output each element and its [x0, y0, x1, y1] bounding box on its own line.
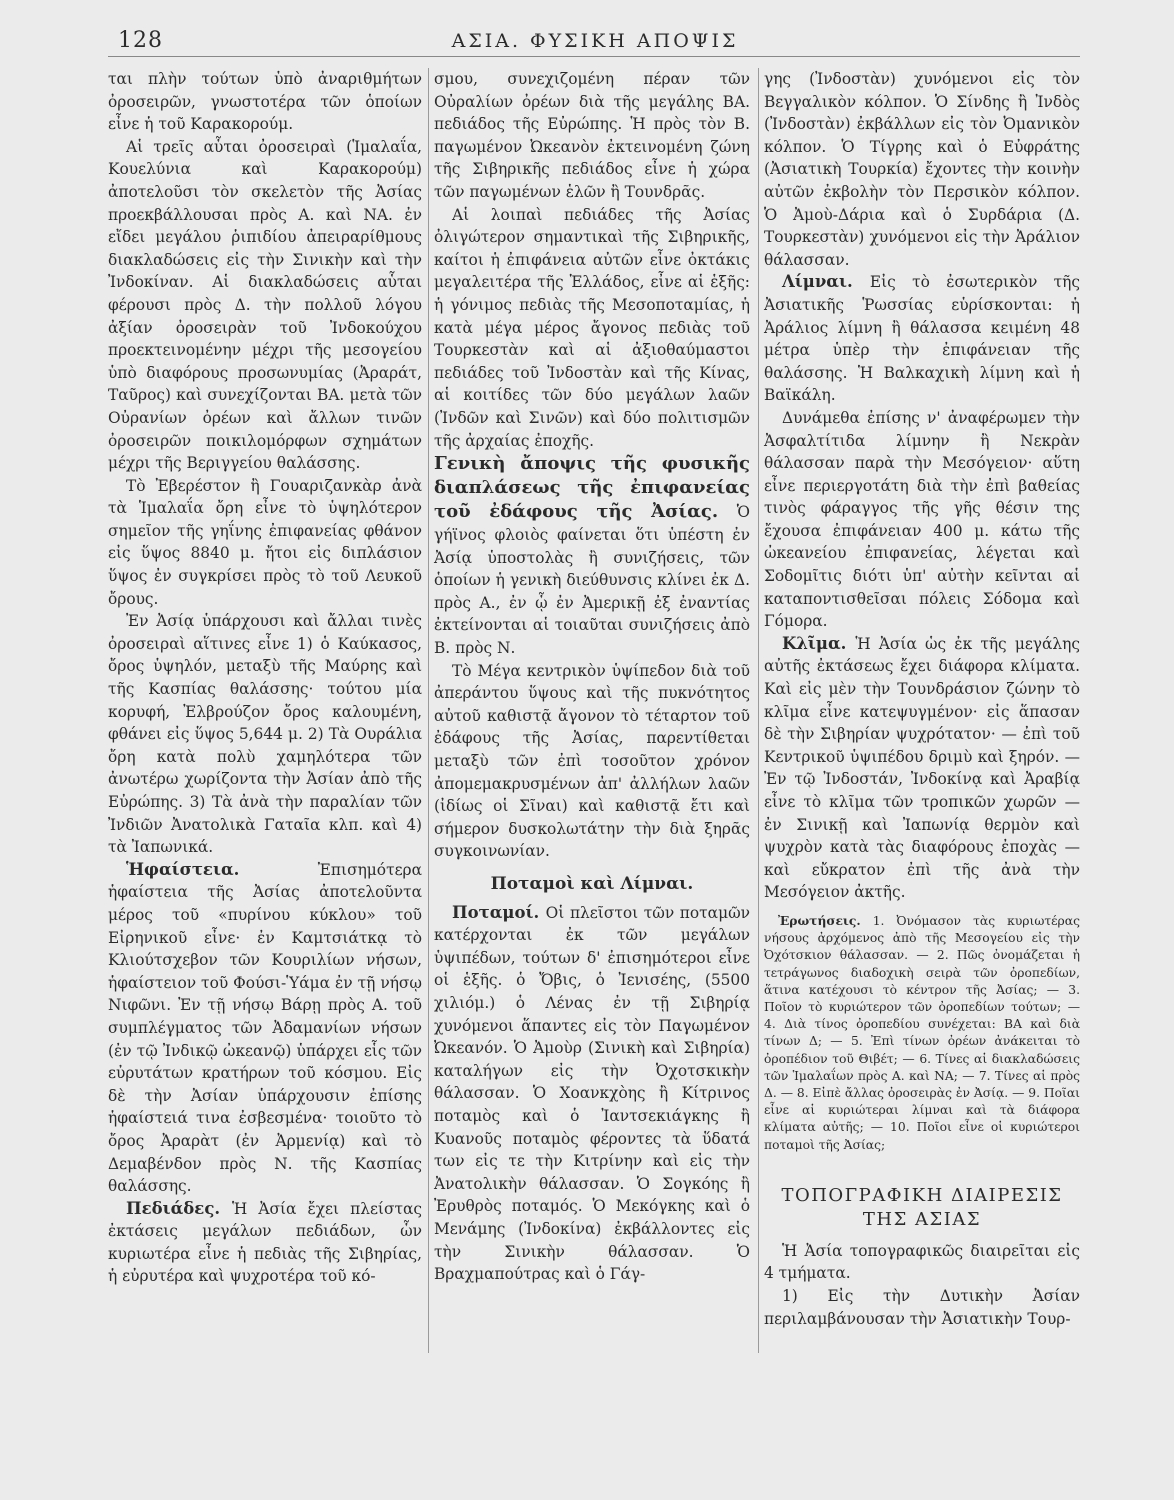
run-in-heading: Ποταμοί. — [452, 902, 546, 922]
lakes-section — [764, 271, 1080, 407]
paragraph: Δυνάμεθα ἐπίσης ν' ἀναφέρωμεν τὴν Ἀσφαλτίτιδα λίμνην ἢ Νεκρὰν θάλασσαν παρὰ τὴν Μεσόγειον· αὕτη εἶνε περιεργοτάτη διὰ τὴν ἐπὶ βαθείας τινὸς φάραγγος τῆς γῆς θέσιν της ἔχουσα ἐπιφάνειαν 400 μ. κάτω τῆς ὠκεανείου ἐπιφανείας, λέγεται καὶ Σοδομῖτις διότι ὑπ' αὐτὴν κεῖνται αἱ καταποντισθεῖσαι πόλεις Σόδομα καὶ Γόμορα. — [764, 408, 1080, 631]
paragraph-text: Ἡ Ἀσία ἔχει πλείστας ἐκτάσεις μεγάλων πεδιάδων, ὧν κυριωτέρα εἶνε ἡ πεδιὰς τῆς Σιβηρίας, ἡ εὐρυτέρα καὶ ψυχροτέρα τοῦ κό- — [108, 1199, 422, 1286]
paragraph-text: Ὁ γήϊνος φλοιὸς φαίνεται ὅτι ὑπέστη ἐν Ἀσίᾳ ὑποστολὰς ἢ συνιζήσεις, τῶν ὁποίων ἡ γενικὴ διεύθυνσις κλίνει ἐκ Δ. πρὸς Α., ἐν ᾧ ἐν Ἀμερικῇ ἐξ ἐναντίας ἐκτείνονται αἱ τοιαῦται συνιζήσεις ἀπὸ Β. πρὸς Ν. — [434, 503, 750, 658]
paragraph-text: Ἡ Ἀσία ὡς ἐκ τῆς μεγάλης αὐτῆς ἐκτάσεως ἔχει διάφορα κλίματα. Καὶ εἰς μὲν τὴν Τουνδράσιον ζώνην τὸ κλῖμα εἶνε κατεψυγμένον· εἰς ἅπασαν δὲ τὴν Σιβηρίαν ψυχρότατον· — ἐπὶ τοῦ Κεντρικοῦ ὑψιπέδου δριμὺ καὶ ξηρόν. — Ἐν τῷ Ἰνδοστάν, Ἰνδοκίνᾳ καὶ Ἀραβίᾳ εἶνε τὸ κλῖμα τῶν τροπικῶν χωρῶν — ἐν Σινικῇ καὶ Ἰαπωνίᾳ θερμὸν καὶ ψυχρὸν κατὰ τὰς διαφόρους ἐποχὰς — καὶ εὔκρατον ἐπὶ τῆς ἀνὰ τὴν Μεσόγειον ἀκτῆς. — [764, 634, 1080, 902]
topography-heading-line: ΤΗΣ ΑΣΙΑΣ — [862, 1208, 982, 1230]
left-column — [108, 68, 422, 1288]
page-number: 128 — [118, 28, 163, 53]
paragraph: Ἡ Ἀσία τοπογραφικῶς διαιρεῖται εἰς 4 τμήματα. — [764, 1241, 1080, 1283]
paragraph: 1) Εἰς τὴν Δυτικὴν Ἀσίαν περιλαμβάνουσαν τὴν Ἀσιατικὴν Τουρ- — [764, 1287, 1080, 1328]
paragraph-text: Οἱ πλεῖστοι τῶν ποταμῶν κατέρχονται ἐκ τῶν μεγάλων ὑψιπέδων, τούτων δ' ἐπισημότεροι εἶνε οἱ ἑξῆς. ὁ Ὄβις, ὁ Ἰενισέης, (5500 χιλιόμ.) ὁ Λένας ἐν τῇ Σιβηρίᾳ χυνόμενοι ἅπαντες εἰς τὸν Παγωμένον Ὠκεανόν. Ὁ Ἀμοὺρ (Σινικὴ καὶ Σιβηρία) καταλήγων εἰς τὴν Ὀχοτσκικὴν θάλασσαν. Ὁ Χοανκχὸης ἢ Κίτρινος ποταμὸς καὶ ὁ Ἰαντσεκιάγκης ἢ Κυανοῦς ποταμὸς φέροντες τὰ ὕδατά των εἰς τε τὴν Κιτρίνην καὶ εἰς τὴν Ἀνατολικὴν θάλασσαν. Ὁ Σογκόης ἢ Ἐρυθρὸς ποταμός. Ὁ Μεκόγκης καὶ ὁ Μενάμης (Ἰνδοκίνα) ἐκβάλλοντες εἰς τὴν Σινικὴν θάλασσαν. Ὁ Βραχμαπούτρας καὶ ὁ Γάγ- — [434, 903, 750, 1284]
paragraph-text: Ἐπισημότερα ἡφαίστεια τῆς Ἀσίας ἀποτελοῦντα μέρος τοῦ «πυρίνου κύκλου» τοῦ Εἰρηνικοῦ εἶνε· ἐν Καμτσιάτκᾳ τὸ Κλιούτσχεβον τῶν Κουριλίων νήσων, ἡφαίστειον τοῦ Φούσι-Ὑάμα ἐν τῇ νήσῳ Νιφῶνι. Ἐν τῇ νήσῳ Βάρῃ πρὸς Α. τοῦ συμπλέγματος τῶν Ἀδαμανίων νήσων (ἐν τῷ Ἰνδικῷ ὠκεανῷ) ὑπάρχει εἷς τῶν εὐρυτάτων κρατήρων τοῦ κόσμου. Εἰς δὲ τὴν Ἀσίαν ὑπάρχουσιν ἐπίσης ἡφαίστειά τινα ἐσβεσμένα· τοιοῦτο τὸ ὄρος Ἀραρὰτ (ἐν Ἀρμενίᾳ) καὶ τὸ Δεμαβένδον πρὸς Ν. τῆς Κασπίας θαλάσσης. — [108, 860, 422, 1196]
section-heading: Γενικὴ ἄποψις τῆς φυσικῆς διαπλάσεως τῆς ἐπιφανείας τοῦ ἐδάφους τῆς Ἀσίας. — [434, 453, 750, 523]
column-divider — [428, 68, 429, 1353]
paragraph: Αἱ λοιπαὶ πεδιάδες τῆς Ἀσίας ὀλιγώτερον σημαντικαὶ τῆς Σιβηρικῆς, καίτοι ἡ ἐπιφάνεια αὐτῶν εἶνε ὀκτάκις μεγαλειτέρα τῆς Ἑλλάδος, εἶνε αἱ ἑξῆς: ἡ γόνιμος πεδιὰς τῆς Μεσοποταμίας, ἡ κατὰ μέγα μέρος ἄγονος πεδιὰς τοῦ Τουρκεστὰν καὶ αἱ ἀξιοθαύμαστοι πεδιάδες τοῦ Ἰνδοστὰν καὶ τῆς Κίνας, αἱ κοιτίδες τῶν δύο μεγάλων λαῶν (Ἰνδῶν καὶ Σινῶν) καὶ δύο πολιτισμῶν τῆς ἀρχαίας ἐποχῆς. — [434, 205, 750, 450]
run-in-heading: Πεδιάδες. — [126, 1198, 233, 1218]
run-in-heading: Λίμναι. — [782, 272, 870, 292]
paragraph: Τὸ Μέγα κεντρικὸν ὑψίπεδον διὰ τοῦ ἀπεράντου ὕψους καὶ τῆς πυκνότητος αὐτοῦ καθιστᾷ ἄγονον τὸ τέταρτον τοῦ ἐδάφους τῆς Ἀσίας, παρεντίθεται μεταξὺ τῶν ἐπὶ τοσοῦτον χρόνον ἀπομεμακρυσμένων ἀπ' ἀλλήλων λαῶν (ἰδίως οἱ Σῖναι) καὶ καθιστᾷ ἔτι καὶ σήμερον δυσκολωτάτην τὴν διὰ ξηρᾶς συγκοινωνίαν. — [434, 661, 750, 861]
paragraph: Ἐν Ἀσίᾳ ὑπάρχουσι καὶ ἄλλαι τινὲς ὀροσειραὶ αἵτινες εἶνε 1) ὁ Καύκασος, ὄρος ὑψηλόν, μεταξὺ τῆς Μαύρης καὶ τῆς Κασπίας θαλάσσης· τούτου μία κορυφή, Ἐλβρούζον ὄρος καλουμένη, φθάνει εἰς ὕψος 5,644 μ. 2) Τὰ Ουράλια ὄρη κατὰ πολὺ χαμηλότερα τῶν ἀνωτέρω χωρίζοντα τὴν Ἀσίαν ἀπὸ τῆς Εὐρώπης. 3) Τὰ ἀνὰ τὴν παραλίαν τῶν Ἰνδιῶν Ἀνατολικὰ Γαταῖα κλπ. καὶ 4) τὰ Ἰαπωνικά. — [108, 612, 422, 857]
climate-section — [764, 633, 1080, 904]
paragraph-text: Εἰς τὸ ἐσωτερικὸν τῆς Ἀσιατικῆς Ῥωσσίας εὑρίσκονται: ἡ Ἀράλιος λίμνη ἢ θάλασσα κειμένη 48 μέτρα ὑπὲρ τὴν ἐπιφάνειαν τῆς θαλάσσης. Ἡ Βαλκαχικὴ λίμνη καὶ ἡ Βαϊκάλη. — [764, 273, 1080, 405]
questions-text: 1. Ὀνόμασον τὰς κυριωτέρας νήσους ἀρχόμενος ἀπὸ τῆς Μεσογείου εἰς τὴν Ὀχότσκιον θάλασσαν. — 2. Πῶς ὀνομάζεται ἡ τετράγωνος διαδοχικὴ σειρὰ τῶν ὀροπεδίων, ἅτινα κατέχουσι τὸ κέντρον τῆς Ἀσίας; — 3. Ποῖον τὸ κυριώτερον τῶν ὀροπεδίων τούτων; — 4. Διὰ τίνος ὀροπεδίου συνέχεται: ΒΑ καὶ διὰ τίνων Δ; — 5. Ἐπὶ τίνων ὀρέων ἀνάκειται τὸ ὀροπέδιον τοῦ Θιβέτ; — 6. Τίνες αἱ διακλαδώσεις τῶν Ἱμαλαΐων πρὸς Α. καὶ ΝΑ; — 7. Τίνες αἱ πρὸς Δ. — 8. Εἰπὲ ἄλλας ὀροσειρὰς ἐν Ἀσίᾳ. — 9. Ποῖαι εἶνε αἱ κυριώτεραι λίμναι καὶ τὰ διάφορα κλίματα αὐτῆς; — 10. Ποῖοι εἶνε οἱ κυριώτεροι ποταμοὶ τῆς Ἀσίας; — [764, 913, 1080, 1152]
right-column — [764, 68, 1080, 1330]
run-in-heading: Ἡφαίστεια. — [126, 859, 318, 879]
volcanoes-section — [108, 859, 422, 1198]
rivers-section — [434, 902, 750, 1286]
topography-heading-line: ΤΟΠΟΓΡΑΦΙΚΗ ΔΙΑΙΡΕΣΙΣ — [781, 1184, 1063, 1206]
running-title: ΑΣΙΑ. ΦΥΣΙΚΗ ΑΠΟΨΙΣ — [451, 30, 739, 52]
review-questions — [764, 912, 1080, 1154]
questions-label: Ἐρωτήσεις. — [778, 912, 861, 928]
general-view-section — [434, 452, 750, 660]
paragraph: γης (Ἰνδοστὰν) χυνόμενοι εἰς τὸν Βεγγαλικὸν κόλπον. Ὁ Σίνδης ἢ Ἰνδὸς (Ἰνδοστὰν) ἐκβάλλων εἰς τὸν Ὀμανικὸν κόλπον. Ὁ Τίγρης καὶ ὁ Εὐφράτης (Ἀσιατικὴ Τουρκία) ἔχοντες τὴν κοινὴν αὐτῶν ἐκβολὴν τὸν Περσικὸν κόλπον. Ὁ Ἀμοὺ-Δάρια καὶ ὁ Συρδάρια (Δ. Τουρκεστὰν) χυνόμενοι εἰς τὴν Ἀράλιον θάλασσαν. — [764, 70, 1080, 269]
paragraph: ται πλὴν τούτων ὑπὸ ἀναριθμήτων ὀροσειρῶν, γνωστοτέρα τῶν ὁποίων εἶνε ἡ τοῦ Καρακορούμ. — [108, 70, 422, 134]
section-heading: Ποταμοὶ καὶ Λίμναι. — [490, 874, 694, 894]
column-divider — [758, 68, 759, 1353]
paragraph: Αἱ τρεῖς αὗται ὀροσειραὶ (Ἱμαλαΐα, Κουελύνια καὶ Καρακορούμ) ἀποτελοῦσι τὸν σκελετὸν τῆς Ἀσίας προεκβάλλουσαι πρὸς Α. καὶ ΝΑ. ἐν εἴδει μεγάλου ῥιπιδίου ἀπειραρίθμους διακλαδώσεις εἰς τὴν Σινικὴν καὶ τὴν Ἰνδοκίναν. Αἱ διακλαδώσεις αὗται φέρουσι πρὸς Δ. τὴν πολλοῦ λόγου ἀξίαν ὀροσειρὰν τοῦ Ἰνδοκούχου προεκτεινομένην μέχρι τῆς μεσογείου ὑπὸ διαφόρους προσωνυμίας (Ἀραράτ, Ταῦρος) καὶ συνεχίζονται ΒΑ. μετὰ τῶν Οὐρανίων ὀρέων καὶ ἄλλων τινῶν ὀροσειρῶν ποικιλομόρφων σχημάτων μέχρι τῆς Βεριγγείου θαλάσσης. — [108, 137, 422, 473]
topography-heading — [764, 1184, 1080, 1232]
paragraph: Τὸ Ἐβερέστον ἢ Γουαριζανκὰρ ἀνὰ τὰ Ἱμαλαΐα ὄρη εἶνε τὸ ὑψηλότερον σημεῖον τῆς γηΐνης ἐπιφανείας φθάνον εἰς ὕψος 8840 μ. ἤτοι εἰς διπλάσιον ὕψος ἐν συγκρίσει πρὸς τὸ τοῦ Λευκοῦ ὄρους. — [108, 476, 422, 608]
run-in-heading: Κλῖμα. — [782, 633, 856, 653]
plains-section — [108, 1198, 422, 1288]
header-rule — [108, 56, 1080, 57]
paragraph: σμου, συνεχιζομένη πέραν τῶν Οὐραλίων ὀρέων διὰ τῆς μεγάλης ΒΑ. πεδιάδος τῆς Εὐρώπης. Ἡ πρὸς τὸν Β. παγωμένον Ὠκεανὸν ἐκτεινομένη ζώνη τῆς Σιβηρικῆς πεδιάδος εἶνε ἡ χώρα τῶν παγωμένων ἑλῶν ἢ Τουνδρᾶς. — [434, 70, 750, 201]
middle-column — [434, 68, 750, 1286]
